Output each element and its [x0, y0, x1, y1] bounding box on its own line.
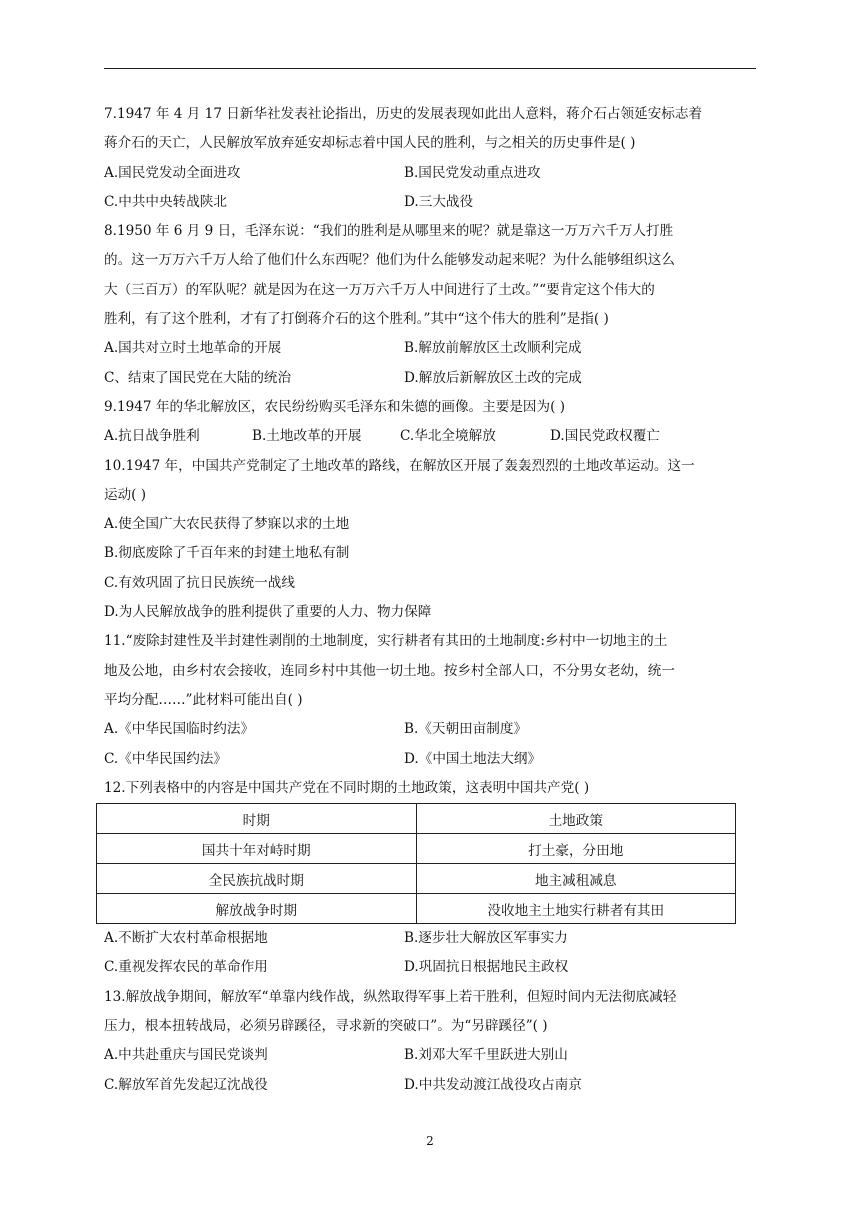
question-text-line: 大（三百万）的军队呢？就是因为在这一万万六千万人中间进行了土改。”“要肯定这个伟大的 [104, 281, 655, 298]
option-row [104, 1071, 756, 1100]
option-b[interactable]: B.彻底废除了千百年来的封建土地私有制 [104, 545, 350, 562]
option-c[interactable]: C.重视发挥农民的革命作用 [104, 959, 268, 976]
question-11 [104, 627, 756, 773]
option-a[interactable]: A.中共赴重庆与国民党谈判 [104, 1047, 268, 1064]
option-b[interactable]: B.逐步壮大解放区军事实力 [404, 930, 568, 947]
option-d[interactable]: D.为人民解放战争的胜利提供了重要的人力、物力保障 [104, 604, 432, 621]
option-a[interactable]: A.《中华民国临时约法》 [104, 721, 255, 738]
question-text-line: 10.1947 年，中国共产党制定了土地改革的路线，在解放区开展了轰轰烈烈的土地改革运动。这一 [104, 457, 695, 474]
option-d[interactable]: D.中共发动渡江战役攻占南京 [404, 1076, 582, 1093]
question-7 [104, 100, 756, 217]
option-row [104, 953, 756, 982]
option-a[interactable]: A.不断扩大农村革命根据地 [104, 930, 268, 947]
option-c[interactable]: C.解放军首先发起辽沈战役 [104, 1076, 268, 1093]
question-text-line: 运动( ) [104, 486, 147, 503]
option-b[interactable]: B.刘邓大军千里跃进大别山 [404, 1047, 568, 1064]
question-10 [104, 452, 756, 628]
option-c[interactable]: C.中共中央转战陕北 [104, 193, 227, 210]
land-policy-table [96, 803, 736, 924]
option-row [104, 364, 756, 393]
question-text-line: 地及公地，由乡村农会接收，连同乡村中其他一切土地。按乡村全部人口，不分男女老幼，统一 [104, 662, 675, 679]
table-cell: 地主减租减息 [416, 864, 736, 894]
question-text-line: 胜利，有了这个胜利，才有了打倒蒋介石的这个胜利。”其中“这个伟大的胜利”是指( ) [104, 311, 609, 328]
table-row [97, 864, 736, 894]
option-row [104, 715, 756, 744]
option-d[interactable]: D.解放后新解放区土改的完成 [404, 369, 582, 386]
option-c[interactable]: C、结束了国民党在大陆的统治 [104, 369, 292, 386]
option-c[interactable]: C.《中华民国约法》 [104, 750, 227, 767]
option-row [104, 159, 756, 188]
question-text-line: 11.“废除封建性及半封建性剥削的土地制度，实行耕者有其田的土地制度:乡村中一切地主的土 [104, 633, 668, 650]
table-header-cell: 时期 [97, 804, 417, 834]
option-d[interactable]: D.国民党政权覆亡 [550, 428, 660, 445]
table-cell: 国共十年对峙时期 [97, 834, 417, 864]
question-text-line: 12.下列表格中的内容是中国共产党在不同时期的土地政策，这表明中国共产党( ) [104, 779, 590, 796]
option-c[interactable]: C.华北全境解放 [400, 428, 496, 445]
question-text-line: 蒋介石的天亡，人民解放军放弃延安却标志着中国人民的胜利，与之相关的历史事件是( ) [104, 135, 636, 152]
option-b[interactable]: B.国民党发动重点进攻 [404, 164, 541, 181]
option-d[interactable]: D.三大战役 [404, 193, 474, 210]
table-header-row [97, 804, 736, 834]
question-8 [104, 217, 756, 393]
question-text-line: 8.1950 年 6 月 9 日，毛泽东说：“我们的胜利是从哪里来的呢？就是靠这一万万六千万人打胜 [104, 223, 674, 240]
question-text-line: 13.解放战争期间，解放军“单靠内线作战，纵然取得军事上若干胜利，但短时间内无法彻底减轻 [104, 988, 677, 1005]
question-text-line: 9.1947 年的华北解放区，农民纷纷购买毛泽东和朱德的画像。主要是因为( ) [104, 398, 566, 415]
table-row [97, 894, 736, 924]
page-number: 2 [426, 1134, 434, 1148]
question-text-line: 的。这一万万六千万人给了他们什么东西呢？他们为什么能够发动起来呢？为什么能够组织这么 [104, 252, 675, 269]
option-a[interactable]: A.使全国广大农民获得了梦寐以求的土地 [104, 516, 350, 533]
option-c[interactable]: C.有效巩固了抗日民族统一战线 [104, 574, 295, 591]
option-row [104, 1041, 756, 1070]
table-cell: 没收地主土地实行耕者有其田 [416, 894, 736, 924]
option-d[interactable]: D.《中国土地法大纲》 [404, 750, 542, 767]
option-b[interactable]: B.解放前解放区土改顺利完成 [404, 340, 582, 357]
option-row [104, 745, 756, 774]
question-text-line: 7.1947 年 4 月 17 日新华社发表社论指出，历史的发展表现如此出人意料，蒋介石占领延安标志着 [104, 106, 703, 122]
header-rule [104, 68, 756, 69]
question-9 [104, 393, 756, 452]
question-12 [104, 774, 756, 983]
option-d[interactable]: D.巩固抗日根据地民主政权 [404, 959, 569, 976]
table-cell: 打土豪，分田地 [416, 834, 736, 864]
table-row [97, 834, 736, 864]
exam-page [104, 100, 756, 1100]
option-a[interactable]: A.抗日战争胜利 [104, 428, 200, 445]
table-header-cell: 土地政策 [416, 804, 736, 834]
option-row [104, 924, 756, 953]
question-13 [104, 983, 756, 1100]
option-b[interactable]: B.土地改革的开展 [252, 428, 362, 445]
option-a[interactable]: A.国共对立时土地革命的开展 [104, 340, 282, 357]
option-b[interactable]: B.《天朝田亩制度》 [404, 721, 528, 738]
question-text-line: 压力，根本扭转战局，必须另辟蹊径，寻求新的突破口”。为“另辟蹊径”( ) [104, 1018, 548, 1035]
question-text-line: 平均分配……”此材料可能出自( ) [104, 691, 303, 708]
option-a[interactable]: A.国民党发动全面进攻 [104, 164, 241, 181]
option-row [104, 422, 756, 451]
table-cell: 解放战争时期 [97, 894, 417, 924]
option-row [104, 188, 756, 217]
table-cell: 全民族抗战时期 [97, 864, 417, 894]
option-row [104, 334, 756, 363]
